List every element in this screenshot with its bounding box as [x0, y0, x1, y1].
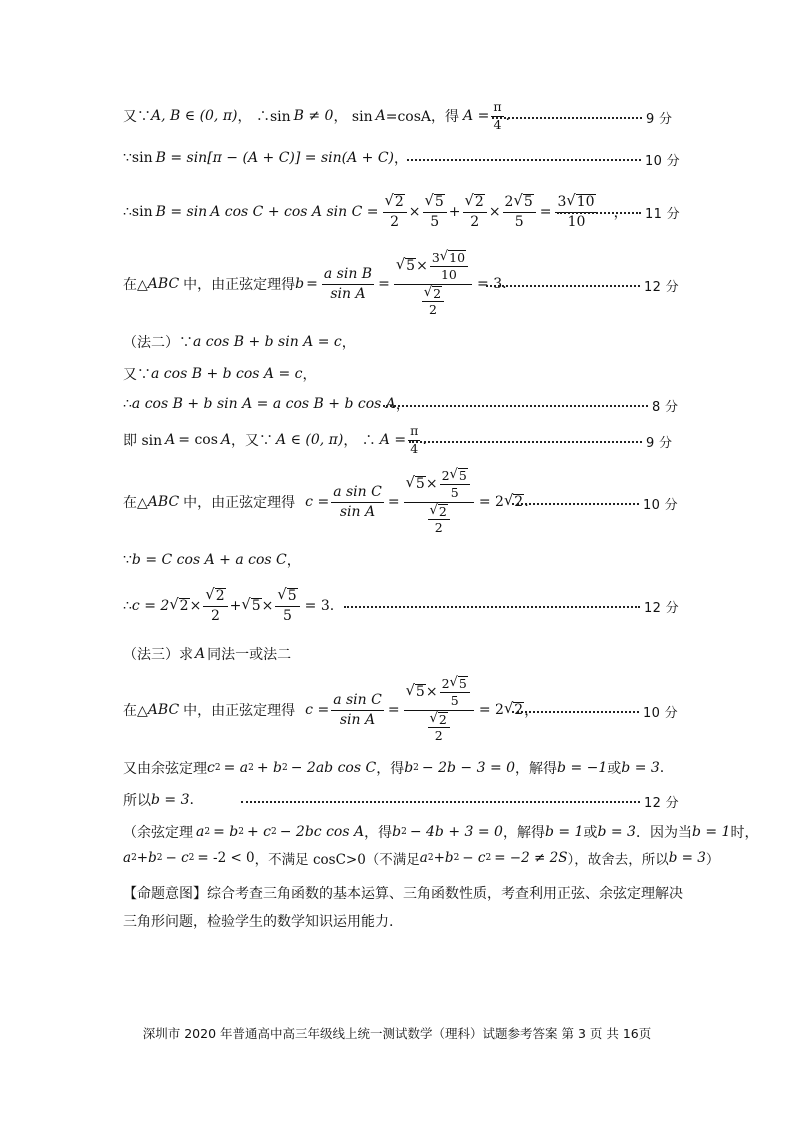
score-leader-6	[409, 432, 672, 451]
fraction-asinB-over-sinA	[322, 266, 374, 301]
score-leader-4	[486, 276, 679, 295]
text: 即 sin	[123, 433, 163, 449]
remark-line-1	[123, 820, 758, 844]
numerator: a sin C	[331, 484, 384, 502]
text: ， ∴	[343, 433, 376, 449]
result: = 2	[478, 702, 504, 718]
math: A	[165, 432, 176, 448]
score: 12 分	[644, 601, 679, 616]
math: b	[392, 824, 402, 840]
operator: ×	[408, 204, 421, 220]
numerator: a sin C	[331, 692, 384, 710]
step-line-14	[123, 756, 664, 780]
step-line-13: 在△ ABC 中，由正弦定理得 c = $\frac{\text{a sin C}}{\text{sin A}}$ = √ 5 × 2 √ 5 5 √ 2 2 = 2 √ 2 ，	[123, 675, 539, 744]
radicand: 2	[433, 285, 442, 301]
math: ABC	[147, 702, 180, 718]
text: 时，	[730, 825, 759, 841]
exponent: 2	[485, 853, 492, 863]
score: 9 分	[646, 112, 673, 127]
radicand: 5	[287, 588, 297, 605]
numerator: a sin B	[322, 266, 374, 284]
denominator: 2	[434, 728, 443, 744]
radicand: 10	[449, 250, 466, 266]
exponent: 2	[282, 763, 288, 773]
math: b = C cos A + a cos C	[131, 552, 287, 568]
math: − 2b − 3 = 0	[421, 760, 516, 776]
math: A =	[379, 432, 407, 448]
text: ， ∴sin	[237, 109, 291, 125]
step-line-10	[123, 548, 301, 572]
score: 8 分	[652, 400, 679, 415]
math: a cos B + b sin A = c	[193, 334, 342, 350]
radicand: 2	[474, 194, 484, 211]
text: 或	[607, 761, 622, 777]
remark-line-2	[123, 846, 719, 870]
exponent: 2	[156, 853, 163, 863]
math: a cos B + b sin A = a cos B + b cos A	[131, 396, 396, 412]
numerator: π	[491, 100, 503, 116]
score: 9 分	[646, 436, 673, 451]
text: （法二）∵	[123, 335, 193, 351]
math: b = 1	[691, 824, 731, 840]
operator: +	[448, 204, 461, 220]
radicand: 2	[514, 701, 524, 718]
text: ，	[394, 151, 409, 167]
math: − 4b + 3 = 0	[409, 824, 503, 840]
fraction-sqrt2-over-2: √ 2 2	[428, 712, 450, 744]
denominator: 2	[428, 302, 437, 318]
step-line-8	[123, 425, 427, 455]
result: = 3.	[477, 276, 507, 292]
text: ∴	[123, 396, 132, 412]
coefficient: 3	[557, 194, 567, 211]
denominator: sin A	[339, 503, 376, 520]
step-line-3: ∴sin B = sin A cos C + cos A sin C = √ 2 2 × √ 5 5 + √ 2 2 × 2 √ 5 5 = 3 √ 10 10 ，	[123, 192, 628, 230]
text: .	[659, 760, 665, 776]
score-leader-7	[512, 494, 678, 513]
exponent: 2	[204, 827, 211, 837]
math: a cos B + b cos A = c	[151, 366, 303, 382]
score-leader-2	[407, 150, 680, 169]
text: 在△	[123, 703, 148, 719]
math: A	[220, 432, 232, 448]
math: b	[404, 760, 414, 776]
denominator: 5	[450, 485, 459, 501]
score-leader-1	[492, 108, 672, 127]
text: （余弦定理	[123, 825, 193, 841]
radicand: 5	[415, 476, 425, 493]
math: + b	[256, 760, 282, 776]
exponent: 2	[188, 853, 195, 863]
denominator: 5	[450, 693, 459, 709]
score: 12 分	[644, 280, 679, 295]
text: 又∵	[123, 367, 151, 383]
text: ，	[613, 205, 628, 221]
text: 中，由正弦定理得	[183, 495, 296, 511]
text: ∵	[123, 552, 132, 568]
text: ．因为当	[635, 825, 692, 841]
fraction-sqrt2-over-2: √ 2 2	[422, 286, 444, 318]
radicand: 5	[251, 597, 261, 614]
math: ABC	[147, 494, 180, 510]
text: 在△	[123, 495, 148, 511]
text: ）	[705, 852, 720, 868]
exponent: 2	[271, 827, 277, 837]
text: ， sin	[333, 109, 373, 125]
operator: ×	[416, 258, 428, 275]
fraction-sqrt2-over-2-b: √ 2 2	[463, 194, 487, 229]
text: .	[422, 432, 427, 448]
denominator: 5	[430, 213, 440, 230]
score: 10 分	[643, 498, 678, 513]
score: 11 分	[645, 207, 680, 222]
radicand: 5	[458, 468, 467, 484]
operator: ×	[425, 684, 438, 701]
intent-label: 【命题意图】	[123, 886, 207, 902]
score-leader-5	[383, 396, 678, 415]
text: ∴	[123, 598, 132, 614]
denominator: 2	[211, 607, 220, 624]
denominator: 10	[567, 213, 586, 230]
text: 所以	[123, 793, 151, 809]
math: b	[295, 276, 305, 292]
text: .	[189, 792, 194, 808]
exponent: 2	[413, 763, 419, 773]
fraction-sqrt2-over-2: √ 2 2	[383, 194, 407, 229]
score: 10 分	[645, 154, 680, 169]
math: = -2 < 0	[197, 850, 255, 866]
exponent: 2	[248, 763, 254, 773]
fraction-asinC-over-sinA	[331, 484, 384, 519]
radicand: 5	[415, 684, 425, 701]
operator: =	[378, 276, 390, 292]
text: ，	[341, 335, 356, 351]
text: ，	[302, 367, 317, 383]
score-leader-8	[344, 597, 679, 616]
step-line-12	[123, 642, 291, 666]
math: = −2 ≠ 2S	[494, 850, 568, 866]
denominator: 2	[434, 520, 443, 536]
text: ，解得	[502, 825, 545, 841]
math: A =	[463, 108, 490, 124]
operator: +	[229, 598, 242, 614]
math: a	[196, 824, 205, 840]
radicand: 5	[406, 258, 416, 275]
radicand: 2	[438, 503, 447, 519]
text: = cos	[178, 432, 218, 448]
math: +b	[136, 850, 157, 866]
text: （法三）求	[123, 647, 193, 663]
math: A ∈ (0, π)	[276, 432, 344, 448]
math: ABC	[147, 276, 180, 292]
math: b = 3	[151, 792, 190, 808]
math: B ≠ 0	[293, 108, 334, 124]
math: − 2ab cos C	[290, 760, 377, 776]
math: A cos C + cos A sin C =	[210, 204, 379, 220]
intent-text: 综合考查三角函数的基本运算、三角函数性质，考查利用正弦、余弦定理解决三角形问题，检验学生的数学知识运用能力.	[123, 886, 683, 930]
text: 又由余弦定理	[123, 761, 207, 777]
text: ，	[286, 553, 301, 569]
step-line-1	[123, 99, 510, 132]
result: = 2	[478, 494, 504, 510]
text: 或	[583, 825, 598, 841]
fraction-2sqrt5-over-5: 2 √ 5 5	[503, 194, 536, 229]
math: B = sin[π − (A + C)] = sin(A + C)	[155, 150, 395, 166]
text: .	[505, 108, 510, 124]
denominator: 10	[440, 267, 457, 283]
score: 10 分	[643, 706, 678, 721]
denominator: 5	[283, 607, 292, 624]
math: A	[195, 646, 206, 662]
denominator: sin A	[339, 711, 376, 728]
step-line-2	[123, 146, 408, 170]
operator: ×	[261, 598, 274, 614]
fraction-sqrt2-over-2: √ 2 2	[428, 504, 450, 536]
math: = a	[223, 760, 249, 776]
math: − c	[462, 850, 486, 866]
math: A	[375, 108, 386, 124]
radicand: 2	[394, 194, 404, 211]
step-line-11: ∴ c = 2 √ 2 × √ 2 2 + √ 5 × √ 5 5 = 3.	[123, 586, 335, 624]
text: ，得	[376, 761, 405, 777]
exponent: 2	[453, 853, 460, 863]
text: 中，由正弦定理得	[183, 277, 296, 293]
fraction-asinC-over-sinA	[331, 692, 384, 727]
math: c = 2	[131, 598, 170, 614]
math: a	[419, 850, 428, 866]
text: 又∵	[123, 109, 151, 125]
math: b = 3	[597, 824, 636, 840]
radicand: 5	[458, 676, 467, 692]
exponent: 2	[238, 827, 244, 837]
math: B = sin	[155, 204, 208, 220]
operator: ×	[425, 476, 438, 493]
math: + c	[246, 824, 272, 840]
text: =cosA，得	[385, 109, 460, 125]
text: 在△	[123, 277, 148, 293]
exponent: 2	[401, 827, 407, 837]
compound-fraction-b: √ 5 × 3 √ 10 10 √ 2 2	[394, 250, 472, 317]
text: ），故舍去，所以	[567, 852, 669, 868]
exponent: 2	[214, 763, 221, 773]
math: b = 3	[621, 760, 660, 776]
fraction-3sqrt10-over-10: 3 √ 10 10	[555, 194, 597, 229]
numerator: π	[408, 424, 420, 440]
coefficient: 2	[441, 467, 450, 483]
text: 同法一或法二	[207, 647, 292, 663]
math: b = 3	[668, 850, 706, 866]
math: − c	[165, 850, 189, 866]
radicand: 5	[523, 194, 533, 211]
score-leader-10	[241, 792, 679, 811]
coefficient: 2	[504, 194, 514, 211]
radicand: 2	[179, 597, 189, 614]
denominator: 2	[390, 213, 400, 230]
math: +b	[433, 850, 454, 866]
fraction-sqrt2-over-2: √ 2 2	[203, 588, 227, 623]
text: 中，由正弦定理得	[183, 703, 296, 719]
text: ∴sin	[123, 204, 153, 220]
denominator: 5	[514, 213, 524, 230]
radicand: 2	[514, 493, 524, 510]
compound-fraction-c: √ 5 × 2 √ 5 5 √ 2 2	[404, 468, 474, 535]
exponent: 2	[131, 853, 137, 863]
step-line-15	[123, 788, 194, 812]
text: ，得	[364, 825, 393, 841]
denominator: 2	[470, 213, 480, 230]
text: ，	[524, 703, 539, 719]
text: ，不满足 cosC>0（不满足	[254, 852, 420, 868]
math: c	[207, 760, 215, 776]
result: = 3.	[304, 598, 335, 614]
exponent: 2	[427, 853, 434, 863]
step-line-7	[123, 392, 410, 416]
operator: =	[306, 276, 318, 292]
coefficient: 3	[431, 249, 440, 265]
denominator: sin A	[330, 285, 366, 302]
math: = b	[213, 824, 239, 840]
text: ，又∵	[231, 433, 274, 449]
step-line-4	[123, 246, 507, 322]
text: .	[524, 494, 529, 510]
denominator: 4	[410, 440, 419, 456]
text: ∵sin	[123, 150, 153, 166]
fraction-2sqrt5-over-5: 2 √ 5 5	[440, 676, 470, 708]
math: c =	[305, 702, 330, 718]
math: b = 1	[544, 824, 584, 840]
math: b = −1	[557, 760, 608, 776]
radicand: 10	[576, 194, 595, 211]
text: ，	[395, 397, 410, 413]
score-leader-9	[512, 702, 678, 721]
fraction-3sqrt10-over-10: 3 √ 10 10	[430, 250, 468, 282]
step-line-6	[123, 362, 317, 386]
step-line-5	[123, 330, 356, 354]
coefficient: 2	[441, 675, 450, 691]
step-line-9: 在△ ABC 中，由正弦定理得 c = $\frac{\text{a sin C}}{\text{sin A}}$ = √ 5 × 2 √ 5 5 √ 2 2 = 2 √ 2 .	[123, 467, 529, 536]
radicand: 2	[215, 588, 225, 605]
compound-fraction-c: √ 5 × 2 √ 5 5 √ 2 2	[404, 676, 474, 743]
radicand: 2	[438, 711, 447, 727]
fraction-sqrt5-over-5: √ 5 5	[275, 588, 299, 623]
math: c =	[305, 494, 330, 510]
denominator: 4	[493, 116, 502, 132]
design-intent-paragraph	[123, 880, 683, 936]
score-leader-3	[557, 203, 680, 222]
page-footer: 深圳市 2020 年普通高中高三年级线上统一测试数学（理科）试题参考答案 第 3 页 共 16页	[142, 1026, 652, 1041]
math: A, B ∈ (0, π)	[151, 108, 238, 124]
fraction-2sqrt5-over-5: 2 √ 5 5	[440, 468, 470, 500]
math: a	[123, 850, 132, 866]
score: 12 分	[644, 796, 679, 811]
fraction-sqrt5-over-5: √ 5 5	[423, 194, 447, 229]
operator: ×	[488, 204, 501, 220]
text: ，解得	[515, 761, 558, 777]
math: − 2bc cos A	[279, 824, 365, 840]
operator: ×	[189, 598, 202, 614]
radicand: 5	[434, 194, 444, 211]
